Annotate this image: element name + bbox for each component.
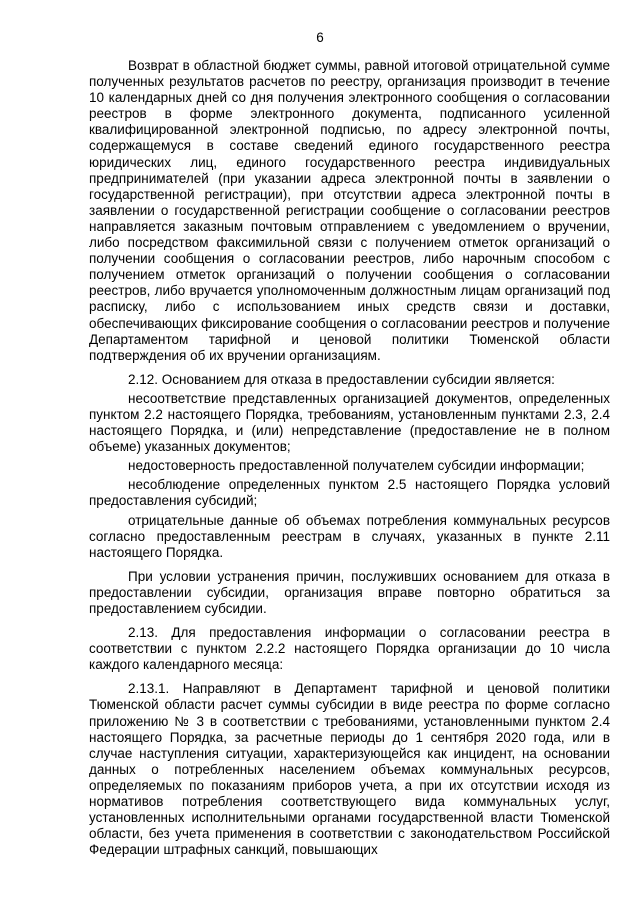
paragraph-conditions-noncompliance: несоблюдение определенных пунктом 2.5 настоящего Порядка условий предоставления субсидий; [89, 477, 610, 509]
paragraph-2-13-1-subsidy-calculation: 2.13.1. Направляют в Департамент тарифной и ценовой политики Тюменской области расчет суммы субсидии в виде реестра по форме согласно приложению № 3 в соответствии с требованиями, установленными пунктом 2.4 настоящего Порядка, за расчетные периоды до 1 сентября 2020 года, или в случае наступления ситуации, характеризующейся как инцидент, на основании данных о потребленных населением объемах коммунальных ресурсов, определяемых по показаниям приборов учета, а при их отсутствии исходя из нормативов потребления соответствующего вида коммунальных услуг, установленных исполнительными органами государственной власти Тюменской области, без учета применения в соответствии с законодательством Российской Федерации штрафных санкций, повышающих [89, 681, 610, 858]
document-body [89, 58, 610, 866]
paragraph-false-information: недостоверность предоставленной получателем субсидии информации; [128, 458, 585, 474]
page-number: 6 [316, 30, 324, 45]
paragraph-reapply: При условии устранения причин, послуживших основанием для отказа в предоставлении субсидии, организация вправе повторно обратиться за предоставлением субсидии. [89, 568, 610, 616]
paragraph-documents-noncompliance: несоответствие представленных организацией документов, определенных пунктом 2.2 настоящего Порядка, требованиям, установленным пунктами 2.3, 2.4 настоящего Порядка, и (или) непредставление (предоставление не в полном объеме) указанных документов; [89, 390, 610, 455]
paragraph-refund-procedure: Возврат в областной бюджет суммы, равной итоговой отрицательной сумме полученных результатов расчетов по реестру, организация производит в течение 10 календарных дней со дня получения электронного сообщения о согласовании реестров в форме электронного документа, подписанного усиленной квалифицированной электронной подписью, по адресу электронной почты, содержащемуся в составе сведений единого государственного реестра юридических лиц, единого государственного реестра индивидуальных предпринимателей (при указании адреса электронной почты в заявлении о государственной регистрации), при отсутствии адреса электронной почты в заявлении о государственной регистрации сообщение о согласовании реестров направляется заказным почтовым отправлением с уведомлением о вручении, либо посредством факсимильной связи с получением отметок организаций о получении сообщения о согласовании реестров, либо нарочным способом с получением отметок организаций о получении сообщения о согласовании реестров, либо вручается уполномоченным должностным лицам организаций под расписку, либо с использованием иных средств связи и доставки, обеспечивающих фиксирование сообщения о согласовании реестров и получение Департаментом тарифной и ценовой политики Тюменской области подтверждения об их вручении организациям. [89, 58, 610, 363]
paragraph-2-13-registry-approval: 2.13. Для предоставления информации о согласовании реестра в соответствии с пунктом 2.2.2 настоящего Порядка организации до 10 числа каждого календарного месяца: [89, 625, 610, 673]
paragraph-negative-consumption: отрицательные данные об объемах потребления коммунальных ресурсов согласно предоставленным реестрам в случаях, указанных в пункте 2.11 настоящего Порядка. [89, 512, 610, 560]
paragraph-2-12-refusal-grounds: 2.12. Основанием для отказа в предоставлении субсидии является: [128, 371, 555, 387]
